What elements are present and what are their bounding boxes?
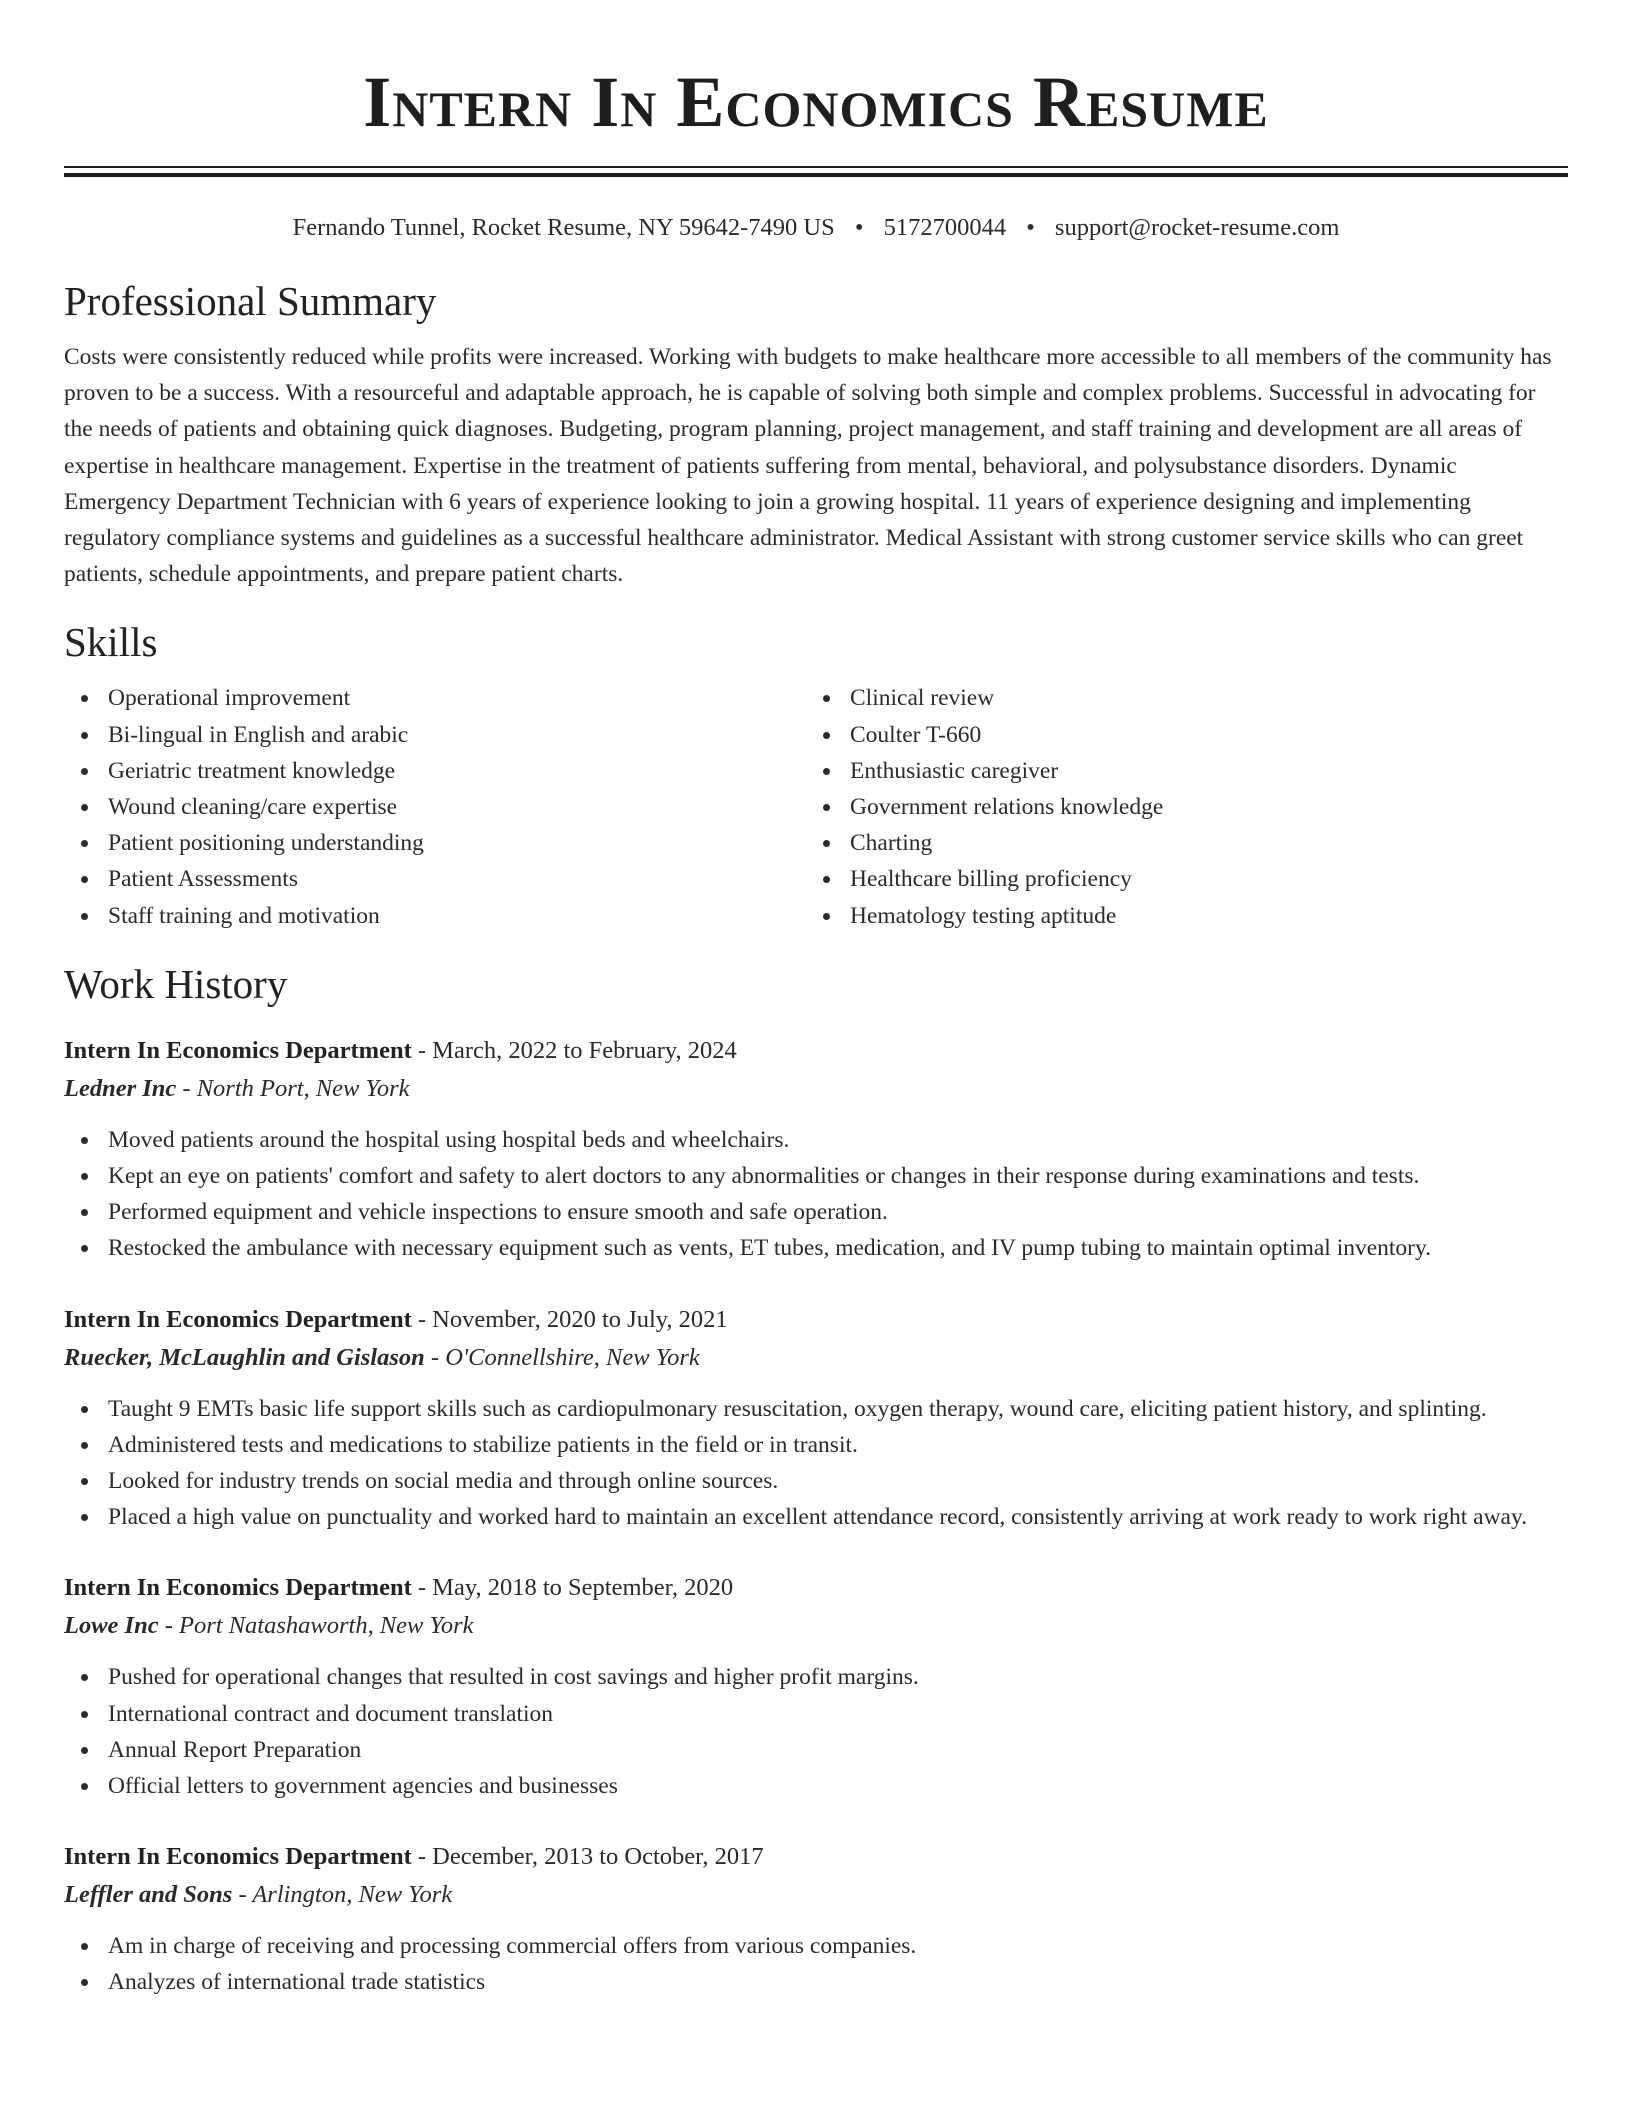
job-title-line: Intern In Economics Department - May, 2018 to September, 2020: [64, 1574, 734, 1602]
skill-item: Bi-lingual in English and arabic: [64, 717, 806, 753]
company-line: Lowe Inc - Port Natashaworth, New York: [64, 1612, 474, 1640]
skill-item: Staff training and motivation: [64, 898, 806, 934]
duties-list: [64, 1391, 1568, 1536]
skills-heading: Skills: [64, 619, 158, 666]
job-entry: [64, 1569, 1568, 1804]
skill-item: Hematology testing aptitude: [806, 898, 1548, 934]
skill-item: Government relations knowledge: [806, 789, 1548, 825]
duty-item: Pushed for operational changes that resulted in cost savings and higher profit margins.: [64, 1659, 1568, 1695]
skill-item: Geriatric treatment knowledge: [64, 753, 806, 789]
summary-heading: Professional Summary: [64, 278, 437, 324]
duty-item: Restocked the ambulance with necessary equipment such as vents, ET tubes, medication, and IV pump tubing to maintain optimal inventory.: [64, 1230, 1568, 1266]
company-location: Port Natashaworth, New York: [179, 1612, 474, 1640]
duty-item: Analyzes of international trade statistics: [64, 1964, 1568, 2000]
job-title-line: Intern In Economics Department - March, 2022 to February, 2024: [64, 1036, 737, 1064]
duty-item: Am in charge of receiving and processing commercial offers from various companies.: [64, 1928, 1568, 1964]
resume-title: Intern In Economics Resume: [363, 62, 1269, 142]
contact-phone: 5172700044: [883, 214, 1007, 241]
job-entry: [64, 1838, 1568, 2000]
job-dates: December, 2013 to October, 2017: [432, 1843, 764, 1871]
company-name: Leffler and Sons: [64, 1881, 233, 1909]
duty-item: Administered tests and medications to stabilize patients in the field or in transit.: [64, 1427, 1568, 1463]
skill-item: Patient positioning understanding: [64, 825, 806, 861]
duty-item: Looked for industry trends on social media and through online sources.: [64, 1463, 1568, 1499]
job-entry: [64, 1301, 1568, 1536]
title-divider: [64, 166, 1568, 177]
job-dates: November, 2020 to July, 2021: [432, 1305, 728, 1333]
job-title: Intern In Economics Department: [64, 1305, 412, 1333]
duties-list: [64, 1928, 1568, 2000]
job-title: Intern In Economics Department: [64, 1036, 412, 1064]
company-location: Arlington, New York: [252, 1881, 453, 1909]
skill-item: Coulter T-660: [806, 717, 1548, 753]
duty-item: Performed equipment and vehicle inspections to ensure smooth and safe operation.: [64, 1194, 1568, 1230]
job-title-line: Intern In Economics Department - December, 2013 to October, 2017: [64, 1843, 764, 1871]
job-title-line: Intern In Economics Department - November, 2020 to July, 2021: [64, 1305, 728, 1333]
contact-separator: •: [854, 214, 864, 241]
company-line: Ruecker, McLaughlin and Gislason - O'Connellshire, New York: [64, 1343, 700, 1371]
company-name: Lowe Inc: [64, 1612, 159, 1640]
contact-line: [64, 213, 1568, 243]
duty-item: International contract and document translation: [64, 1696, 1568, 1732]
duty-item: Official letters to government agencies and businesses: [64, 1768, 1568, 1804]
duties-list: [64, 1122, 1568, 1267]
duty-item: Taught 9 EMTs basic life support skills such as cardiopulmonary resuscitation, oxygen therapy, wound care, eliciting patient history, and splinting.: [64, 1391, 1568, 1427]
summary-text: Costs were consistently reduced while profits were increased. Working with budgets to make healthcare more accessible to all members of the community has proven to be a success. With a resourceful and adaptable approach, he is capable of solving both simple and complex problems. Successful in advocating for the needs of patients and obtaining quick diagnoses. Budgeting, program planning, project management, and staff training and development are all areas of expertise in healthcare management. Expertise in the treatment of patients suffering from mental, behavioral, and polysubstance disorders. Dynamic Emergency Department Technician with 6 years of experience looking to join a growing hospital. 11 years of experience designing and implementing regulatory compliance systems and guidelines as a successful healthcare administrator. Medical Assistant with strong customer service skills who can greet patients, schedule appointments, and prepare patient charts.: [64, 344, 1552, 588]
contact-email: support@rocket-resume.com: [1054, 214, 1340, 241]
company-name: Ruecker, McLaughlin and Gislason: [64, 1343, 425, 1371]
job-title: Intern In Economics Department: [64, 1843, 412, 1871]
duty-item: Moved patients around the hospital using hospital beds and wheelchairs.: [64, 1122, 1568, 1158]
resume-page: [64, 0, 1568, 2001]
company-line: Ledner Inc - North Port, New York: [64, 1074, 410, 1102]
skill-item: Patient Assessments: [64, 861, 806, 897]
company-location: O'Connellshire, New York: [445, 1343, 700, 1371]
duty-item: Kept an eye on patients' comfort and safety to alert doctors to any abnormalities or changes in their response during examinations and tests.: [64, 1158, 1568, 1194]
contact-address: Fernando Tunnel, Rocket Resume, NY 59642-7490 US: [292, 214, 835, 241]
company-location: North Port, New York: [196, 1074, 410, 1102]
job-dates: March, 2022 to February, 2024: [432, 1036, 737, 1064]
skills-grid: [64, 680, 1568, 933]
contact-separator: •: [1026, 214, 1035, 241]
duties-list: [64, 1659, 1568, 1804]
job-title: Intern In Economics Department: [64, 1574, 412, 1602]
job-entry: [64, 1032, 1568, 1267]
skill-item: Healthcare billing proficiency: [806, 861, 1548, 897]
skill-item: Enthusiastic caregiver: [806, 753, 1548, 789]
skill-item: Wound cleaning/care expertise: [64, 789, 806, 825]
skill-item: Operational improvement: [64, 680, 806, 716]
company-line: Leffler and Sons - Arlington, New York: [64, 1881, 453, 1909]
company-name: Ledner Inc: [64, 1074, 177, 1102]
skills-column-right: [806, 680, 1548, 933]
work-history-heading: Work History: [64, 960, 288, 1007]
duty-item: Placed a high value on punctuality and worked hard to maintain an excellent attendance record, consistently arriving at work ready to work right away.: [64, 1499, 1568, 1535]
duty-item: Annual Report Preparation: [64, 1732, 1568, 1768]
skills-column-left: [64, 680, 806, 933]
job-dates: May, 2018 to September, 2020: [432, 1574, 734, 1602]
skill-item: Clinical review: [806, 680, 1548, 716]
skill-item: Charting: [806, 825, 1548, 861]
